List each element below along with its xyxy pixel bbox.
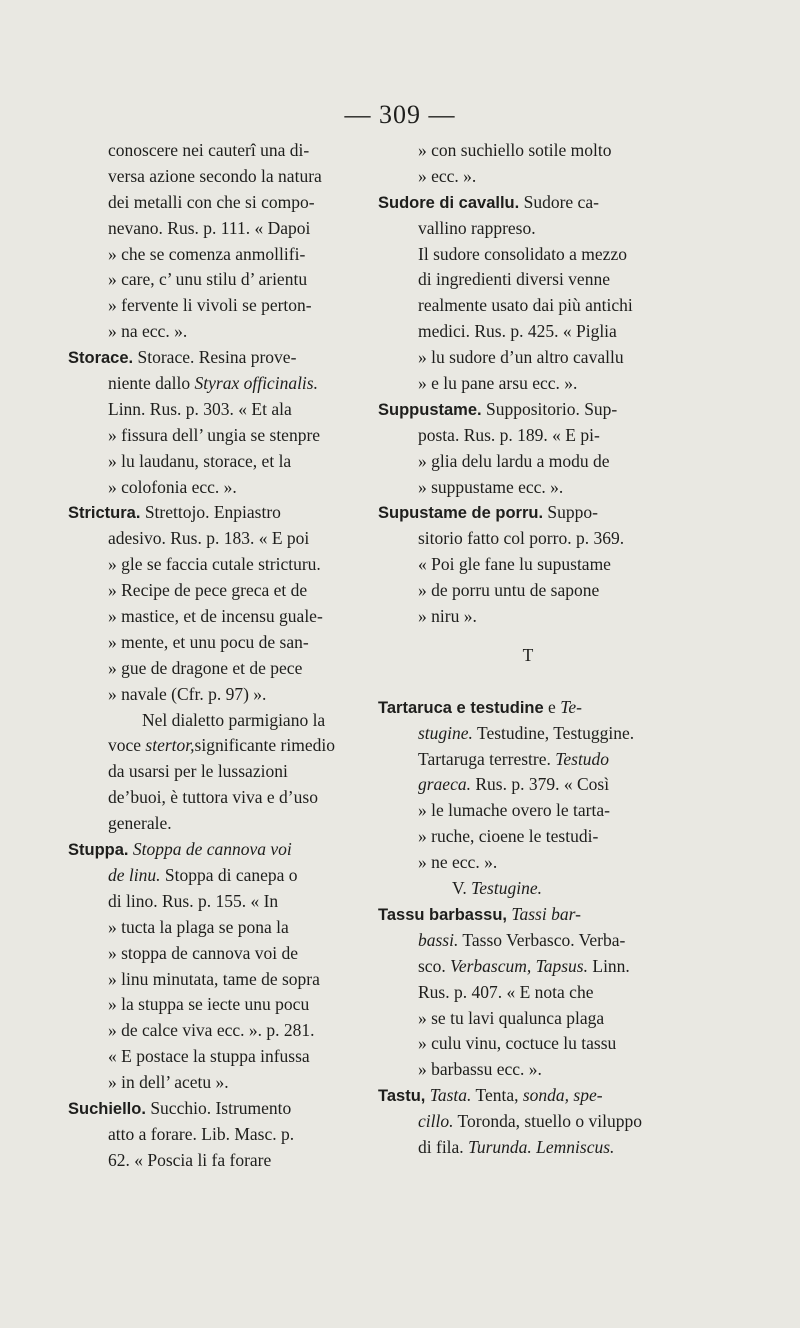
- entry-headword-line: [68, 500, 368, 526]
- italic-term: Testudo: [555, 748, 610, 769]
- line-text: Suppo-: [543, 502, 598, 523]
- headword: Suppustame.: [378, 400, 482, 419]
- text-line: [68, 656, 368, 682]
- line-text: » se tu lavi qualunca plaga: [418, 1007, 605, 1028]
- line-text: vallino rappreso.: [418, 217, 536, 238]
- line-text: dei metalli con che si compo-: [108, 191, 315, 212]
- line-text: » lu laudanu, storace, et la: [108, 450, 292, 471]
- text-line: [68, 708, 368, 734]
- line-text: » Recipe de pece greca et de: [108, 580, 308, 601]
- line-text: generale.: [108, 813, 172, 834]
- page-number: — 309 —: [344, 100, 456, 129]
- line-text: » care, c’ unu stilu d’ arientu: [108, 269, 308, 290]
- text-line: [378, 1135, 678, 1161]
- line-text: Strettojo. Enpiastro: [140, 502, 281, 523]
- line-text: Succhio. Istrumento: [145, 1097, 292, 1118]
- line-text: » che se comenza anmollifi-: [108, 243, 306, 264]
- headword: Sudore di cavallu.: [378, 193, 520, 212]
- text-line: [378, 1057, 678, 1083]
- text-line: [68, 242, 368, 268]
- italic-term: graeca.: [418, 774, 471, 795]
- line-text: » mastice, et de incensu guale-: [108, 606, 323, 627]
- text-line: [68, 1070, 368, 1096]
- text-line: [68, 526, 368, 552]
- italic-term: Verbascum, Tapsus.: [450, 955, 588, 976]
- text-line: [68, 733, 368, 759]
- text-line: [378, 824, 678, 850]
- line-text: Linn.: [588, 955, 630, 976]
- italic-term: Tasta.: [425, 1085, 472, 1106]
- line-text: Sudore ca-: [519, 191, 599, 212]
- italic-term: stertor,: [145, 735, 195, 756]
- line-text: Tenta,: [471, 1085, 523, 1106]
- line-text: realmente usato dai più antichi: [418, 295, 633, 316]
- line-text: sco.: [418, 955, 451, 976]
- text-line: [378, 423, 678, 449]
- text-line: [68, 293, 368, 319]
- section-letter: T: [522, 644, 534, 665]
- text-line: [378, 164, 678, 190]
- line-text: niente dallo: [108, 373, 195, 394]
- line-text: » suppustame ecc. ».: [418, 476, 564, 497]
- text-line: [68, 1044, 368, 1070]
- text-line: [68, 785, 368, 811]
- text-line: [68, 630, 368, 656]
- text-line: [378, 138, 678, 164]
- line-text: » tucta la plaga se pona la: [108, 916, 289, 937]
- text-line: [378, 721, 678, 747]
- italic-term: bassi.: [418, 929, 459, 950]
- line-text: sitorio fatto col porro. p. 369.: [418, 528, 625, 549]
- line-text: Suppositorio. Sup-: [481, 398, 618, 419]
- headword: Suchiello.: [68, 1099, 146, 1118]
- line-text: voce: [108, 735, 146, 756]
- text-line: [378, 772, 678, 798]
- text-line: [68, 371, 368, 397]
- text-line: [378, 267, 678, 293]
- text-line: [378, 1109, 678, 1135]
- italic-term: de linu.: [108, 864, 161, 885]
- left-column: [68, 138, 368, 1174]
- line-text: Toronda, stuello o viluppo: [453, 1111, 642, 1132]
- text-line: [378, 242, 678, 268]
- text-line: [68, 475, 368, 501]
- line-text: conoscere nei cauterî una di-: [108, 140, 310, 160]
- text-line: [68, 682, 368, 708]
- headword: Storace.: [68, 349, 134, 368]
- line-text: » colofonia ecc. ».: [108, 476, 237, 497]
- text-line: [68, 1148, 368, 1174]
- headword: Tassu barbassu,: [378, 905, 507, 924]
- text-line: [378, 798, 678, 824]
- text-line: [68, 915, 368, 941]
- text-line: [68, 449, 368, 475]
- headword: Supustame de porru.: [378, 504, 544, 523]
- line-text: » navale (Cfr. p. 97) ».: [108, 683, 267, 704]
- text-line: [68, 552, 368, 578]
- line-text: nevano. Rus. p. 111. « Dapoi: [108, 217, 311, 238]
- line-text: Rus. p. 379. « Così: [470, 774, 610, 795]
- text-line: [378, 876, 678, 902]
- text-line: [378, 319, 678, 345]
- text-line: [378, 850, 678, 876]
- italic-term: Turunda. Lemniscus.: [468, 1136, 615, 1157]
- headword: Tartaruca e testudine: [378, 698, 544, 717]
- text-line: [378, 954, 678, 980]
- text-line: [378, 475, 678, 501]
- italic-term: Te-: [560, 696, 582, 717]
- line-text: » culu vinu, coctuce lu tassu: [418, 1033, 617, 1054]
- line-text: di lino. Rus. p. 155. « In: [108, 890, 279, 911]
- entry-headword-line: [378, 902, 678, 928]
- text-line: [68, 138, 368, 164]
- spacer: [378, 669, 678, 682]
- italic-term: sonda, spe-: [522, 1085, 603, 1106]
- line-text: versa azione secondo la natura: [108, 165, 322, 186]
- spacer: [378, 682, 678, 695]
- line-text: » ecc. ».: [418, 165, 477, 186]
- line-text: » le lumache overo le tarta-: [418, 800, 610, 821]
- line-text: de’buoi, è tuttora viva e d’uso: [108, 787, 318, 808]
- italic-term: cillo.: [418, 1111, 454, 1132]
- text-line: [68, 267, 368, 293]
- text-line: [68, 889, 368, 915]
- line-text: » barbassu ecc. ».: [418, 1059, 542, 1080]
- text-line: [68, 967, 368, 993]
- line-text: Tasso Verbasco. Verba-: [458, 929, 626, 950]
- italic-term: Styrax officinalis.: [194, 373, 318, 394]
- text-line: [378, 578, 678, 604]
- headword: Stuppa.: [68, 841, 129, 860]
- line-text: di ingredienti diversi venne: [418, 269, 610, 290]
- line-text: » gle se faccia cutale stricturu.: [108, 554, 321, 575]
- line-text: da usarsi per le lussazioni: [108, 761, 288, 782]
- text-line: [378, 928, 678, 954]
- line-text: Il sudore consolidato a mezzo: [418, 243, 627, 264]
- line-text: Stoppa di canepa o: [160, 864, 298, 885]
- headword: Strictura.: [68, 504, 141, 523]
- text-line: [68, 319, 368, 345]
- text-line: [378, 216, 678, 242]
- text-line: [68, 1122, 368, 1148]
- entry-headword-line: [378, 500, 678, 526]
- text-line: [378, 526, 678, 552]
- line-text: » gue de dragone et de pece: [108, 657, 303, 678]
- text-line: [378, 747, 678, 773]
- line-text: Rus. p. 407. « E nota che: [418, 981, 594, 1002]
- text-line: [378, 345, 678, 371]
- line-text: » de porru untu de sapone: [418, 580, 600, 601]
- line-text: » lu sudore d’un altro cavallu: [418, 347, 624, 368]
- text-line: [378, 980, 678, 1006]
- line-text: » ne ecc. ».: [418, 852, 498, 873]
- line-text: » mente, et unu pocu de san-: [108, 631, 309, 652]
- text-line: [68, 811, 368, 837]
- text-line: [378, 1006, 678, 1032]
- line-text: Storace. Resina prove-: [133, 347, 297, 368]
- text-line: [378, 604, 678, 630]
- line-text: » fervente li vivoli se perton-: [108, 295, 312, 316]
- italic-term: Stoppa de cannova voi: [128, 839, 292, 860]
- text-line: [68, 423, 368, 449]
- text-line: [68, 604, 368, 630]
- text-line: [68, 759, 368, 785]
- line-text: Testudine, Testuggine.: [472, 722, 635, 743]
- line-text: adesivo. Rus. p. 183. « E poi: [108, 528, 310, 549]
- text-line: [68, 941, 368, 967]
- line-text: » in dell’ acetu ».: [108, 1072, 229, 1093]
- line-text: medici. Rus. p. 425. « Piglia: [418, 321, 617, 342]
- text-line: [68, 164, 368, 190]
- text-line: [378, 371, 678, 397]
- line-text: » con suchiello sotile molto: [418, 140, 612, 160]
- right-column: [378, 138, 678, 1161]
- line-text: » glia delu lardu a modu de: [418, 450, 610, 471]
- italic-term: Tassi bar-: [507, 903, 581, 924]
- line-text: atto a forare. Lib. Masc. p.: [108, 1123, 295, 1144]
- line-text: » fissura dell’ ungia se stenpre: [108, 424, 321, 445]
- line-text: Nel dialetto parmigiano la: [142, 709, 326, 730]
- entry-headword-line: [68, 1096, 368, 1122]
- text-line: [378, 449, 678, 475]
- text-line: [378, 1031, 678, 1057]
- entry-headword-line: [68, 837, 368, 863]
- line-text: « E postace la stuppa infussa: [108, 1046, 310, 1067]
- entry-headword-line: [378, 190, 678, 216]
- spacer: [378, 630, 678, 643]
- italic-term: stugine.: [418, 722, 473, 743]
- line-text: Tartaruga terrestre.: [418, 748, 556, 769]
- text-line: [68, 578, 368, 604]
- text-line: [68, 190, 368, 216]
- text-line: [378, 293, 678, 319]
- line-text: » niru ».: [418, 606, 477, 627]
- text-line: [68, 1018, 368, 1044]
- line-text: V.: [452, 878, 472, 899]
- line-text: » stoppa de cannova voi de: [108, 942, 299, 963]
- line-text: » ruche, cioene le testudi-: [418, 826, 599, 847]
- line-text: Linn. Rus. p. 303. « Et ala: [108, 398, 292, 419]
- headword: Tastu,: [378, 1087, 426, 1106]
- text-line: [68, 216, 368, 242]
- entry-headword-line: [378, 695, 678, 721]
- line-text: posta. Rus. p. 189. « E pi-: [418, 424, 600, 445]
- text-line: [68, 863, 368, 889]
- line-text: » la stuppa se iecte unu pocu: [108, 994, 310, 1015]
- line-text: » de calce viva ecc. ». p. 281.: [108, 1020, 315, 1041]
- line-text: « Poi gle fane lu supustame: [418, 554, 611, 575]
- entry-headword-line: [68, 345, 368, 371]
- line-text: » na ecc. ».: [108, 321, 188, 342]
- line-text: 62. « Poscia li fa forare: [108, 1149, 272, 1170]
- text-line: [378, 552, 678, 578]
- entry-headword-line: [378, 1083, 678, 1109]
- line-text: di fila.: [418, 1136, 469, 1157]
- entry-headword-line: [378, 397, 678, 423]
- line-text: » linu minutata, tame de sopra: [108, 968, 320, 989]
- text-line: [68, 397, 368, 423]
- line-text: » e lu pane arsu ecc. ».: [418, 373, 578, 394]
- line-text: e: [543, 696, 561, 717]
- italic-term: Testugine.: [471, 878, 542, 899]
- line-text: significante rimedio: [194, 735, 335, 756]
- text-line: [68, 992, 368, 1018]
